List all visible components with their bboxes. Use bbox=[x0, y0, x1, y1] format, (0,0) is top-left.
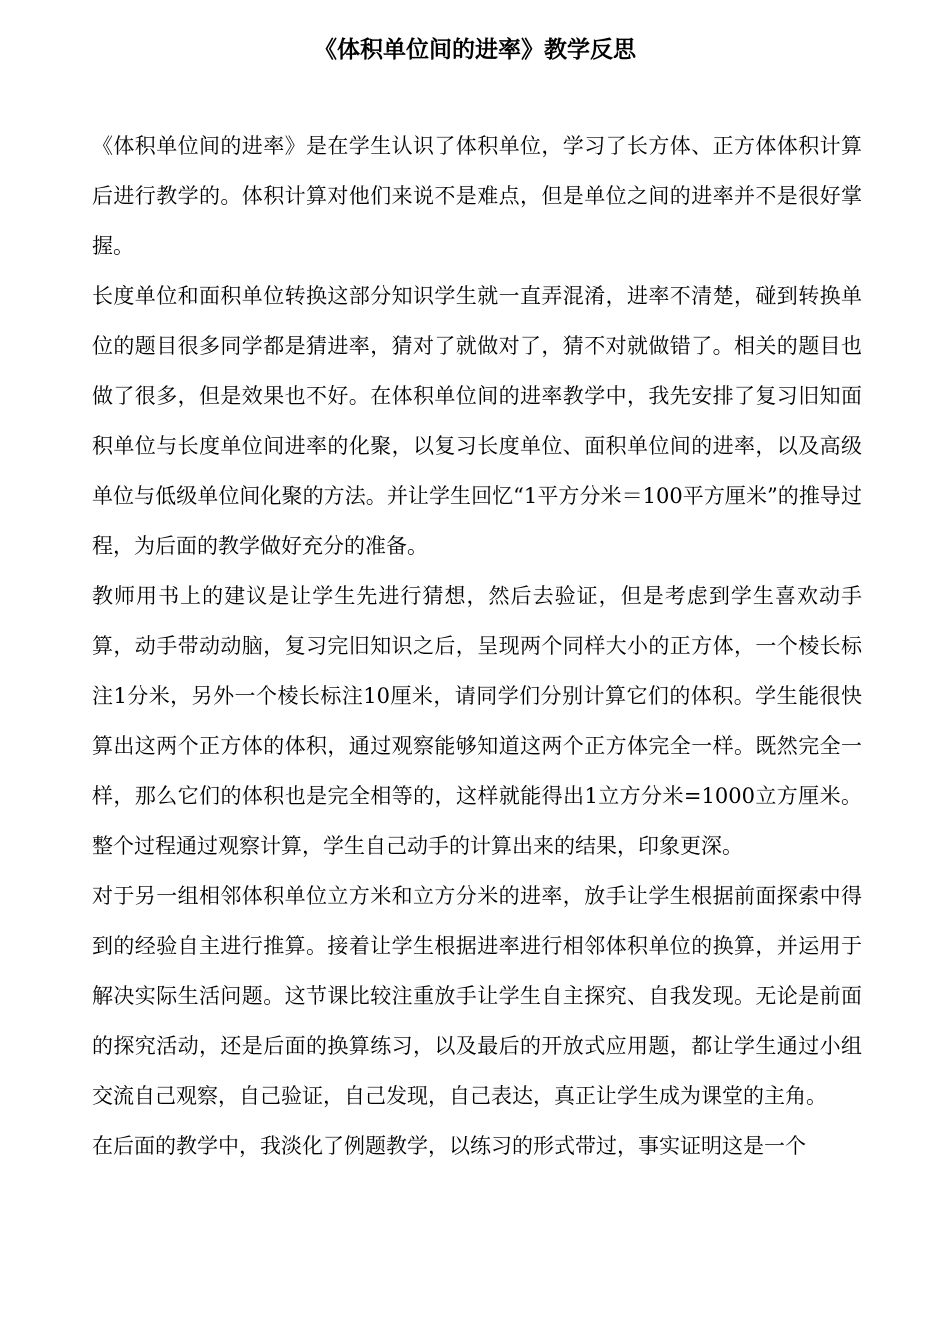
paragraph-later-teaching: 在后面的教学中，我淡化了例题教学，以练习的形式带过，事实证明这是一个 bbox=[92, 1134, 806, 1158]
document-title: 《体积单位间的进率》教学反思 bbox=[314, 37, 636, 63]
document-body bbox=[92, 121, 862, 1171]
paragraph-self-exploration: 对于另一组相邻体积单位立方米和立方分米的进率，放手让学生根据前面探索中得到的经验自主进行推算。接着让学生根据进率进行相邻体积单位的换算，并运用于解决实际生活问题。这节课比较注重放手让学生自主探究、自我发现。无论是前面的探究活动，还是后面的换算练习，以及最后的开放式应用题，都让学生通过小组交流自己观察，自己验证，自己发现，自己表达，真正让学生成为课堂的主角。 bbox=[92, 884, 862, 1108]
paragraph-review: 长度单位和面积单位转换这部分知识学生就一直弄混淆，进率不清楚，碰到转换单位的题目很多同学都是猜进率，猜对了就做对了，猜不对就做错了。相关的题目也做了很多，但是效果也不好。在体积单位间的进率教学中，我先安排了复习旧知面积单位与长度单位间进率的化聚，以复习长度单位、面积单位间的进率，以及高级单位与低级单位间化聚的方法。并让学生回忆“1平方分米＝100平方厘米”的推导过程，为后面的教学做好充分的准备。 bbox=[92, 284, 862, 558]
paragraph-intro: 《体积单位间的进率》是在学生认识了体积单位，学习了长方体、正方体体积计算后进行教学的。体积计算对他们来说不是难点，但是单位之间的进率并不是很好掌握。 bbox=[92, 134, 862, 258]
paragraph-cube-experiment: 教师用书上的建议是让学生先进行猜想，然后去验证，但是考虑到学生喜欢动手算，动手带动动脑，复习完旧知识之后，呈现两个同样大小的正方体，一个棱长标注1分米，另外一个棱长标注10厘米，请同学们分别计算它们的体积。学生能很快算出这两个正方体的体积，通过观察能够知道这两个正方体完全一样。既然完全一样，那么它们的体积也是完全相等的，这样就能得出1立方分米=1000立方厘米。整个过程通过观察计算，学生自己动手的计算出来的结果，印象更深。 bbox=[92, 584, 862, 858]
